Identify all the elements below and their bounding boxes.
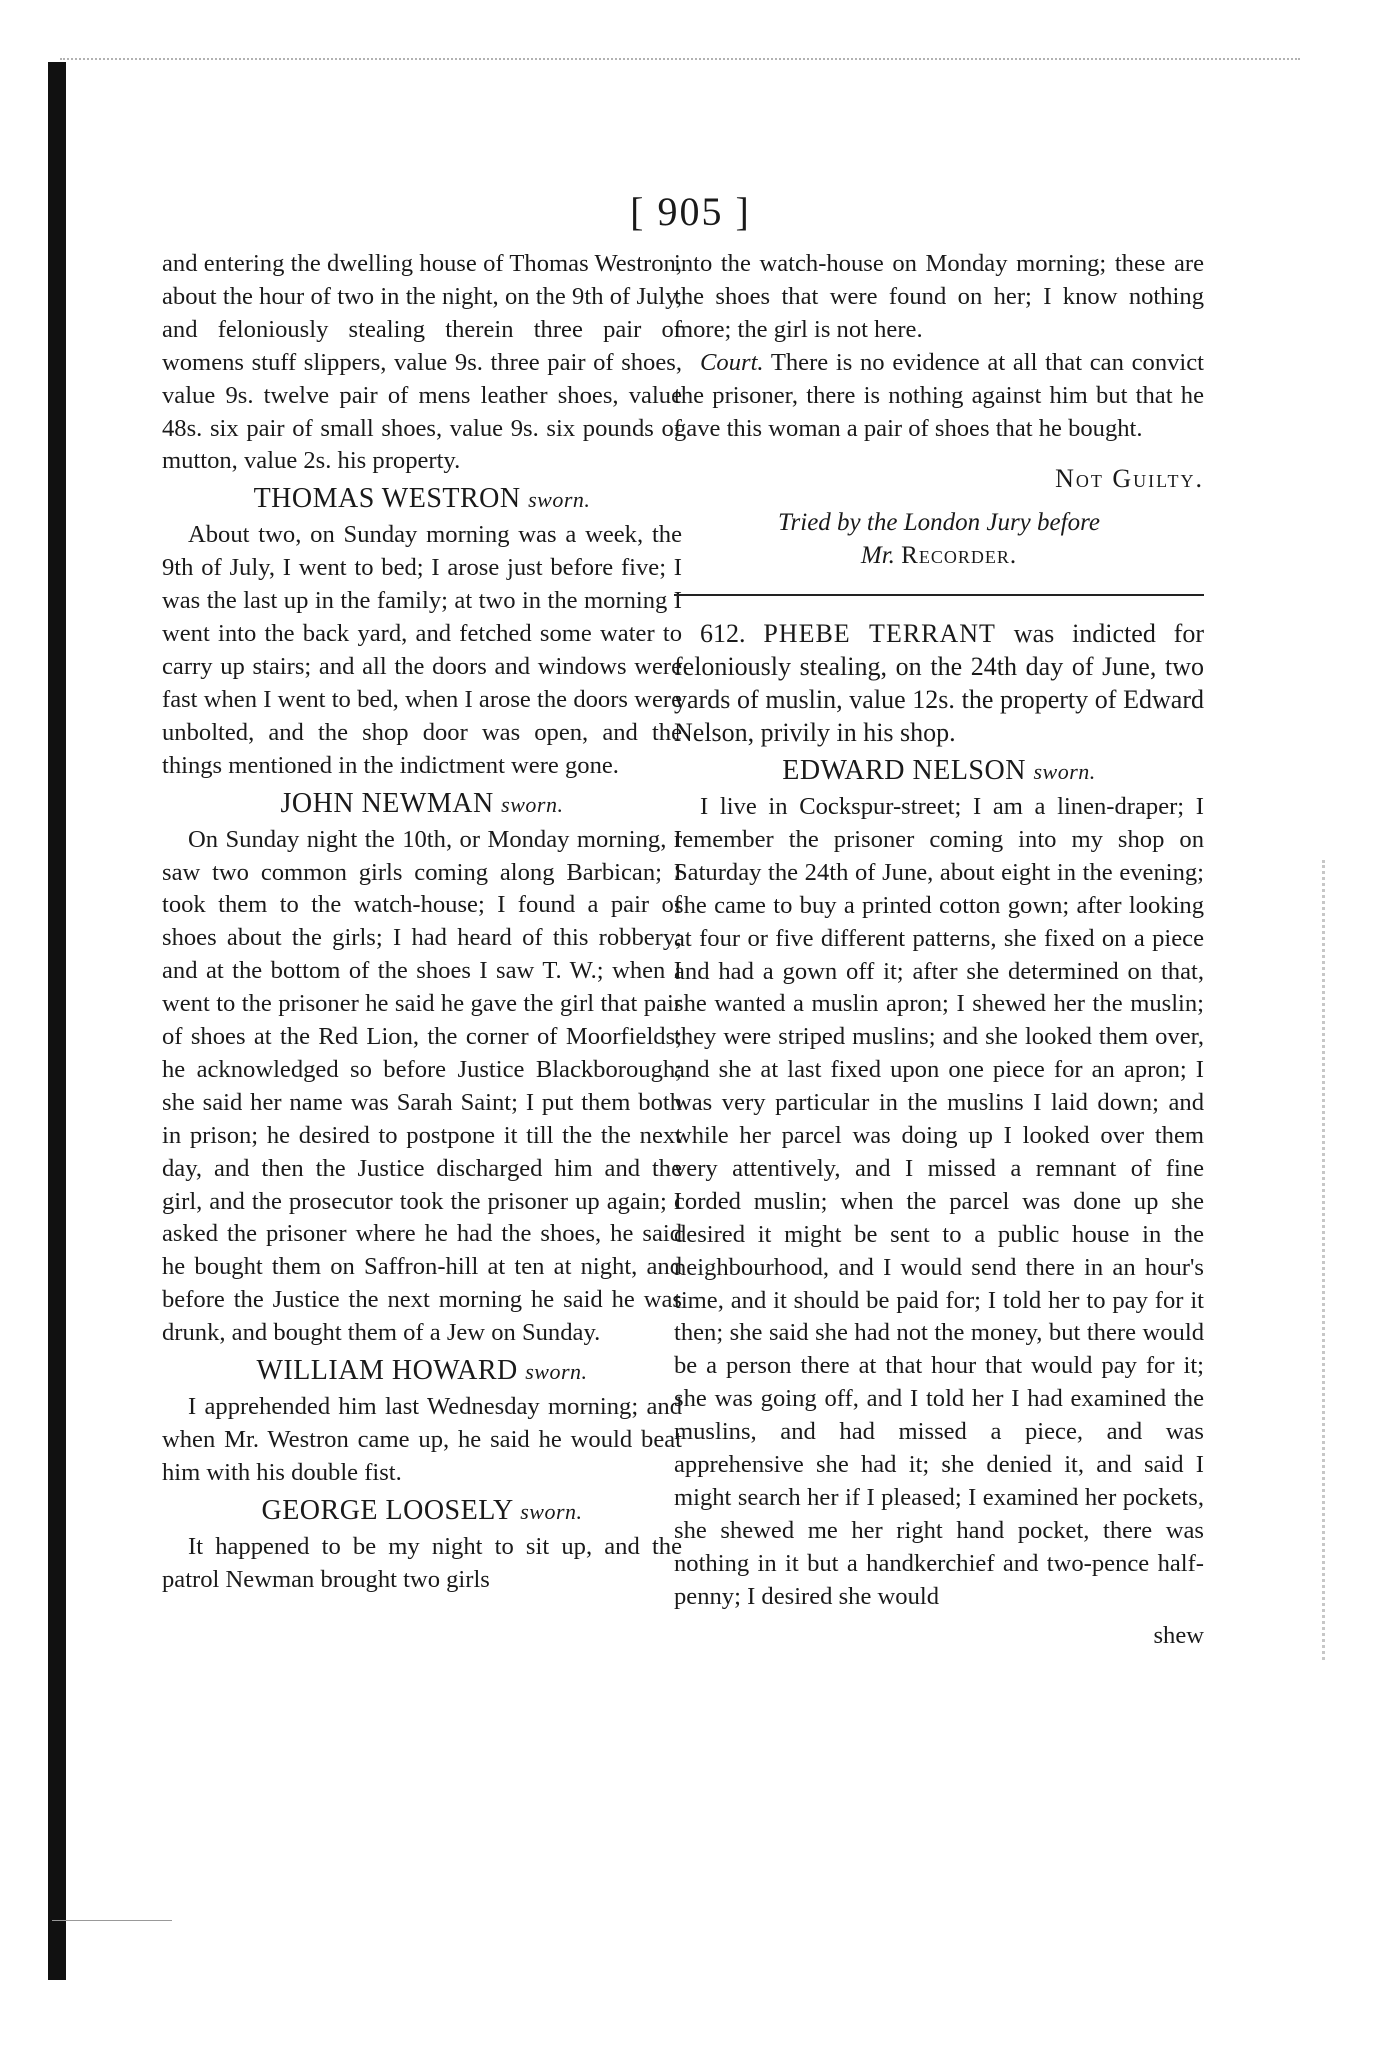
- verdict: Not Guilty.: [1055, 464, 1204, 494]
- court-label: Court.: [700, 348, 764, 376]
- scan-margin-line: [52, 1920, 172, 1921]
- witness-name: THOMAS WESTRON: [253, 483, 521, 515]
- trial-note: [674, 506, 1204, 572]
- page-number-header: [0, 188, 1381, 235]
- page-binding-shadow: [48, 62, 66, 1980]
- sworn-label: sworn.: [525, 1359, 588, 1385]
- witness-heading: [162, 1354, 682, 1389]
- witness-name: JOHN NEWMAN: [280, 787, 494, 819]
- witness-testimony: I apprehended him last Wednesday morning; and when Mr. Westron came up, he said he would beat him with his double fist.: [162, 1393, 682, 1486]
- trial-note-line: Tried by the London Jury before: [778, 509, 1100, 537]
- defendant-name: PHEBE TERRANT: [763, 619, 996, 649]
- section-divider: [674, 594, 1204, 596]
- witness-heading: [162, 1494, 682, 1529]
- witness-name: EDWARD NELSON: [782, 754, 1026, 786]
- scan-edge-marks: [1322, 860, 1339, 1660]
- court-remark-text: There is no evidence at all that can convict the prisoner, there is nothing against him but that he gave this woman a pair of shoes that he bought.: [674, 348, 1204, 442]
- trial-judge: Recorder.: [901, 542, 1018, 570]
- witness-heading: [162, 482, 682, 517]
- witness-testimony: I live in Cockspur-street; I am a linen-draper; I remember the prisoner coming into my shop on Saturday the 24th of June, about eight in the evening; she came to buy a printed cotton gown; after looking at four or five different patterns, she fixed on a piece and had a gown off it; after she determined on that, she wanted a muslin apron; I shewed her the muslin; they were striped muslins; and she looked them over, and she at last fixed upon one piece for an apron; I was very particular in the muslins I laid down; and while her parcel was doing up I looked over them very attentively, and I missed a remnant of fine corded muslin; when the parcel was done up she desired it might be sent to a public house in the neighbourhood, and I would send there in an hour's time, and it should be paid for; I told her to pay for it then; she said she had not the money, but there would be a person there at that hour that would pay for it; she was going off, and I told her I had examined the muslins, and had missed a piece, and was apprehensive she had it; she denied it, and said I might search her if I pleased; I examined her pockets, she shewed me her right hand pocket, there was nothing in it but a handkerchief and two-pence half-penny; I desired she would: [674, 792, 1204, 1610]
- sworn-label: sworn.: [520, 1498, 583, 1524]
- indictment-continuation: and entering the dwelling house of Thomas Westron, about the hour of two in the night, on the 9th of July, and feloniously stealing therein three pair of womens stuff slippers, value 9s. three pair of shoes, value 9s. twelve pair of mens leather shoes, value 48s. six pair of small shoes, value 9s. six pounds of mutton, value 2s. his property.: [162, 250, 682, 475]
- witness-name: GEORGE LOOSELY: [261, 1494, 513, 1526]
- page-number: [ 905 ]: [630, 189, 751, 234]
- scan-edge-noise: [60, 58, 1300, 68]
- sworn-label: sworn.: [1033, 758, 1096, 784]
- sworn-label: sworn.: [528, 487, 591, 513]
- witness-testimony: About two, on Sunday morning was a week, the 9th of July, I went to bed; I arose just before five; I was the last up in the family; at two in the morning I went into the back yard, and fetched some water to carry up stairs; and all the doors and windows were fast when I went to bed, when I arose the doors were unbolted, and the shop door was open, and the things mentioned in the indictment were gone.: [162, 521, 682, 779]
- testimony-continuation: into the watch-house on Monday morning; these are the shoes that were found on her; I know nothing more; the girl is not here.: [674, 250, 1204, 343]
- catchword: shew: [1153, 1621, 1204, 1649]
- witness-testimony: It happened to be my night to sit up, and the patrol Newman brought two girls: [162, 1532, 682, 1593]
- witness-name: WILLIAM HOWARD: [256, 1355, 518, 1387]
- right-column: [674, 248, 1204, 1653]
- sworn-label: sworn.: [501, 791, 564, 817]
- trial-note-line: [674, 539, 1204, 572]
- court-remark: [674, 347, 1204, 446]
- left-column: [162, 248, 682, 1597]
- case-number: 612.: [700, 619, 746, 649]
- case-indictment: [674, 618, 1204, 750]
- case-charge: was indicted for feloniously stealing, on the 24th day of June, two yards of muslin, value 12s. the property of Edward Nelson, privily in his shop.: [674, 619, 1204, 748]
- witness-heading: [162, 787, 682, 822]
- witness-heading: [674, 754, 1204, 789]
- trial-note-prefix: Mr.: [860, 542, 895, 570]
- witness-testimony: On Sunday night the 10th, or Monday morning, I saw two common girls coming along Barbican; I took them to the watch-house; I found a pair of shoes about the girls; I had heard of this robbery; and at the bottom of the shoes I saw T. W.; when I went to the prisoner he said he gave the girl that pair of shoes at the Red Lion, the corner of Moorfields; he acknowledged so before Justice Blackborough; she said her name was Sarah Saint; I put them both in prison; he desired to postpone it till the the next day, and then the Justice discharged him and the girl, and the prosecutor took the prisoner up again; I asked the prisoner where he had the shoes, he said he bought them on Saffron-hill at ten at night, and before the Justice the next morning he said he was drunk, and bought them of a Jew on Sunday.: [162, 825, 682, 1347]
